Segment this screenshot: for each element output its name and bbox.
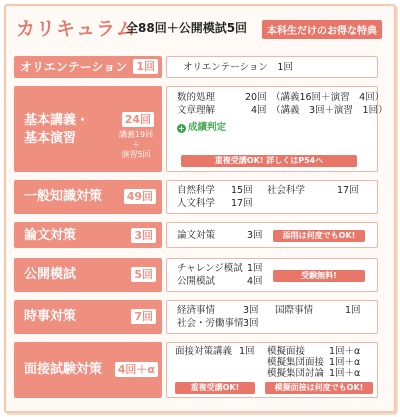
item-name: 論文対策 xyxy=(177,230,216,241)
item-count: 17回 xyxy=(231,198,253,209)
row-label-text: 基本講義・ xyxy=(24,113,90,128)
row-label-text: 公開模試 xyxy=(24,267,77,282)
row-label-text: 基本演習 xyxy=(24,131,77,146)
row-label-text: 面接試験対策 xyxy=(24,362,103,377)
row-label xyxy=(14,342,162,398)
row-content xyxy=(166,300,378,334)
item-name: 国際事情 xyxy=(275,305,314,316)
item-count: 1回＋α xyxy=(329,368,361,379)
item-count: 20回 xyxy=(245,92,267,103)
item-count: 1回 xyxy=(345,305,361,316)
row-count: 7回 xyxy=(131,309,156,324)
mock-interview-pill: 模擬面接は何度でもOK! xyxy=(265,382,373,394)
row-note: 演習5回 xyxy=(121,150,151,159)
row-count: 3回 xyxy=(131,228,156,243)
item-name: 社会・労働事情 xyxy=(177,318,244,329)
item-count: 3回 xyxy=(243,318,259,329)
item-count: 1回＋α xyxy=(329,346,361,357)
row-label xyxy=(14,86,162,172)
repeat-attendance-pill: 重複受講OK! xyxy=(175,382,255,394)
grade-assessment-label: 成績判定 xyxy=(188,122,227,133)
row-count: 49回 xyxy=(124,189,156,204)
item-name: 模擬集団討論 xyxy=(267,368,325,379)
curriculum-subtitle: 全88回＋公開模試5回 xyxy=(126,21,248,35)
item-detail: （講義 3回＋演習 1回） xyxy=(271,105,388,116)
item-name: 社会科学 xyxy=(267,185,306,196)
row-essay xyxy=(14,222,378,248)
content-line: オリエンテーション 1回 xyxy=(183,62,293,73)
row-label-text: 論文対策 xyxy=(24,228,77,243)
row-label-text: 時事対策 xyxy=(24,309,77,324)
item-name: チャレンジ模試 xyxy=(177,263,243,274)
item-count: 17回 xyxy=(337,185,359,196)
item-count: 1回 xyxy=(247,263,263,274)
item-name: 模擬集団面接 xyxy=(267,357,325,368)
row-label xyxy=(14,56,162,78)
row-label-text: 一般知識対策 xyxy=(24,189,103,204)
row-count: 24回 xyxy=(122,112,154,127)
item-count: 1回 xyxy=(239,346,255,357)
row-label xyxy=(14,222,162,248)
row-content xyxy=(166,222,378,248)
item-name: 経済事情 xyxy=(177,305,216,316)
free-exam-pill: 受験無料! xyxy=(273,270,365,282)
row-label xyxy=(14,300,162,334)
row-content xyxy=(166,258,378,292)
item-name: 数的処理 xyxy=(177,92,216,103)
row-general-knowledge xyxy=(14,180,378,214)
curriculum-header xyxy=(10,14,390,40)
row-note: ＋ xyxy=(132,140,140,149)
item-name: 自然科学 xyxy=(177,185,216,196)
item-name: 人文科学 xyxy=(177,198,216,209)
row-content xyxy=(166,180,378,214)
row-label-text: オリエンテーション xyxy=(20,60,128,74)
item-name: 模擬面接 xyxy=(267,346,306,357)
item-count: 4回 xyxy=(251,105,267,116)
row-label xyxy=(14,180,162,214)
row-content xyxy=(166,86,388,172)
row-current-affairs xyxy=(14,300,378,334)
item-detail: （講義16回＋演習 4回） xyxy=(271,92,385,103)
member-benefit-badge: 本科生だけのお得な特典 xyxy=(262,20,382,39)
plus-circle-icon: + xyxy=(178,124,185,133)
item-count: 15回 xyxy=(231,185,253,196)
item-name: 面接対策講義 xyxy=(175,346,233,357)
grade-assessment xyxy=(177,122,226,134)
item-count: 3回 xyxy=(243,305,259,316)
row-content xyxy=(166,342,378,398)
item-count: 3回 xyxy=(247,230,263,241)
item-count: 4回 xyxy=(247,276,263,287)
curriculum-title: カリキュラム xyxy=(16,18,136,40)
row-count: 5回 xyxy=(131,267,156,282)
item-name: 公開模試 xyxy=(177,276,216,287)
row-basic-lecture xyxy=(14,86,388,172)
row-label xyxy=(14,258,162,292)
row-count: 1回 xyxy=(133,59,158,74)
row-mock-exam xyxy=(14,258,378,292)
repeat-attendance-pill: 重複受講OK! 詳しくはP54へ xyxy=(181,155,357,167)
item-name: 文章理解 xyxy=(177,105,216,116)
essay-correction-pill: 添削は何度でもOK! xyxy=(273,230,365,242)
item-count: 1回＋α xyxy=(329,357,361,368)
row-interview xyxy=(14,342,378,398)
row-note: 講義19回 xyxy=(118,130,154,139)
row-content xyxy=(166,56,378,78)
row-orientation xyxy=(14,56,378,78)
row-count: 4回＋α xyxy=(115,362,158,377)
